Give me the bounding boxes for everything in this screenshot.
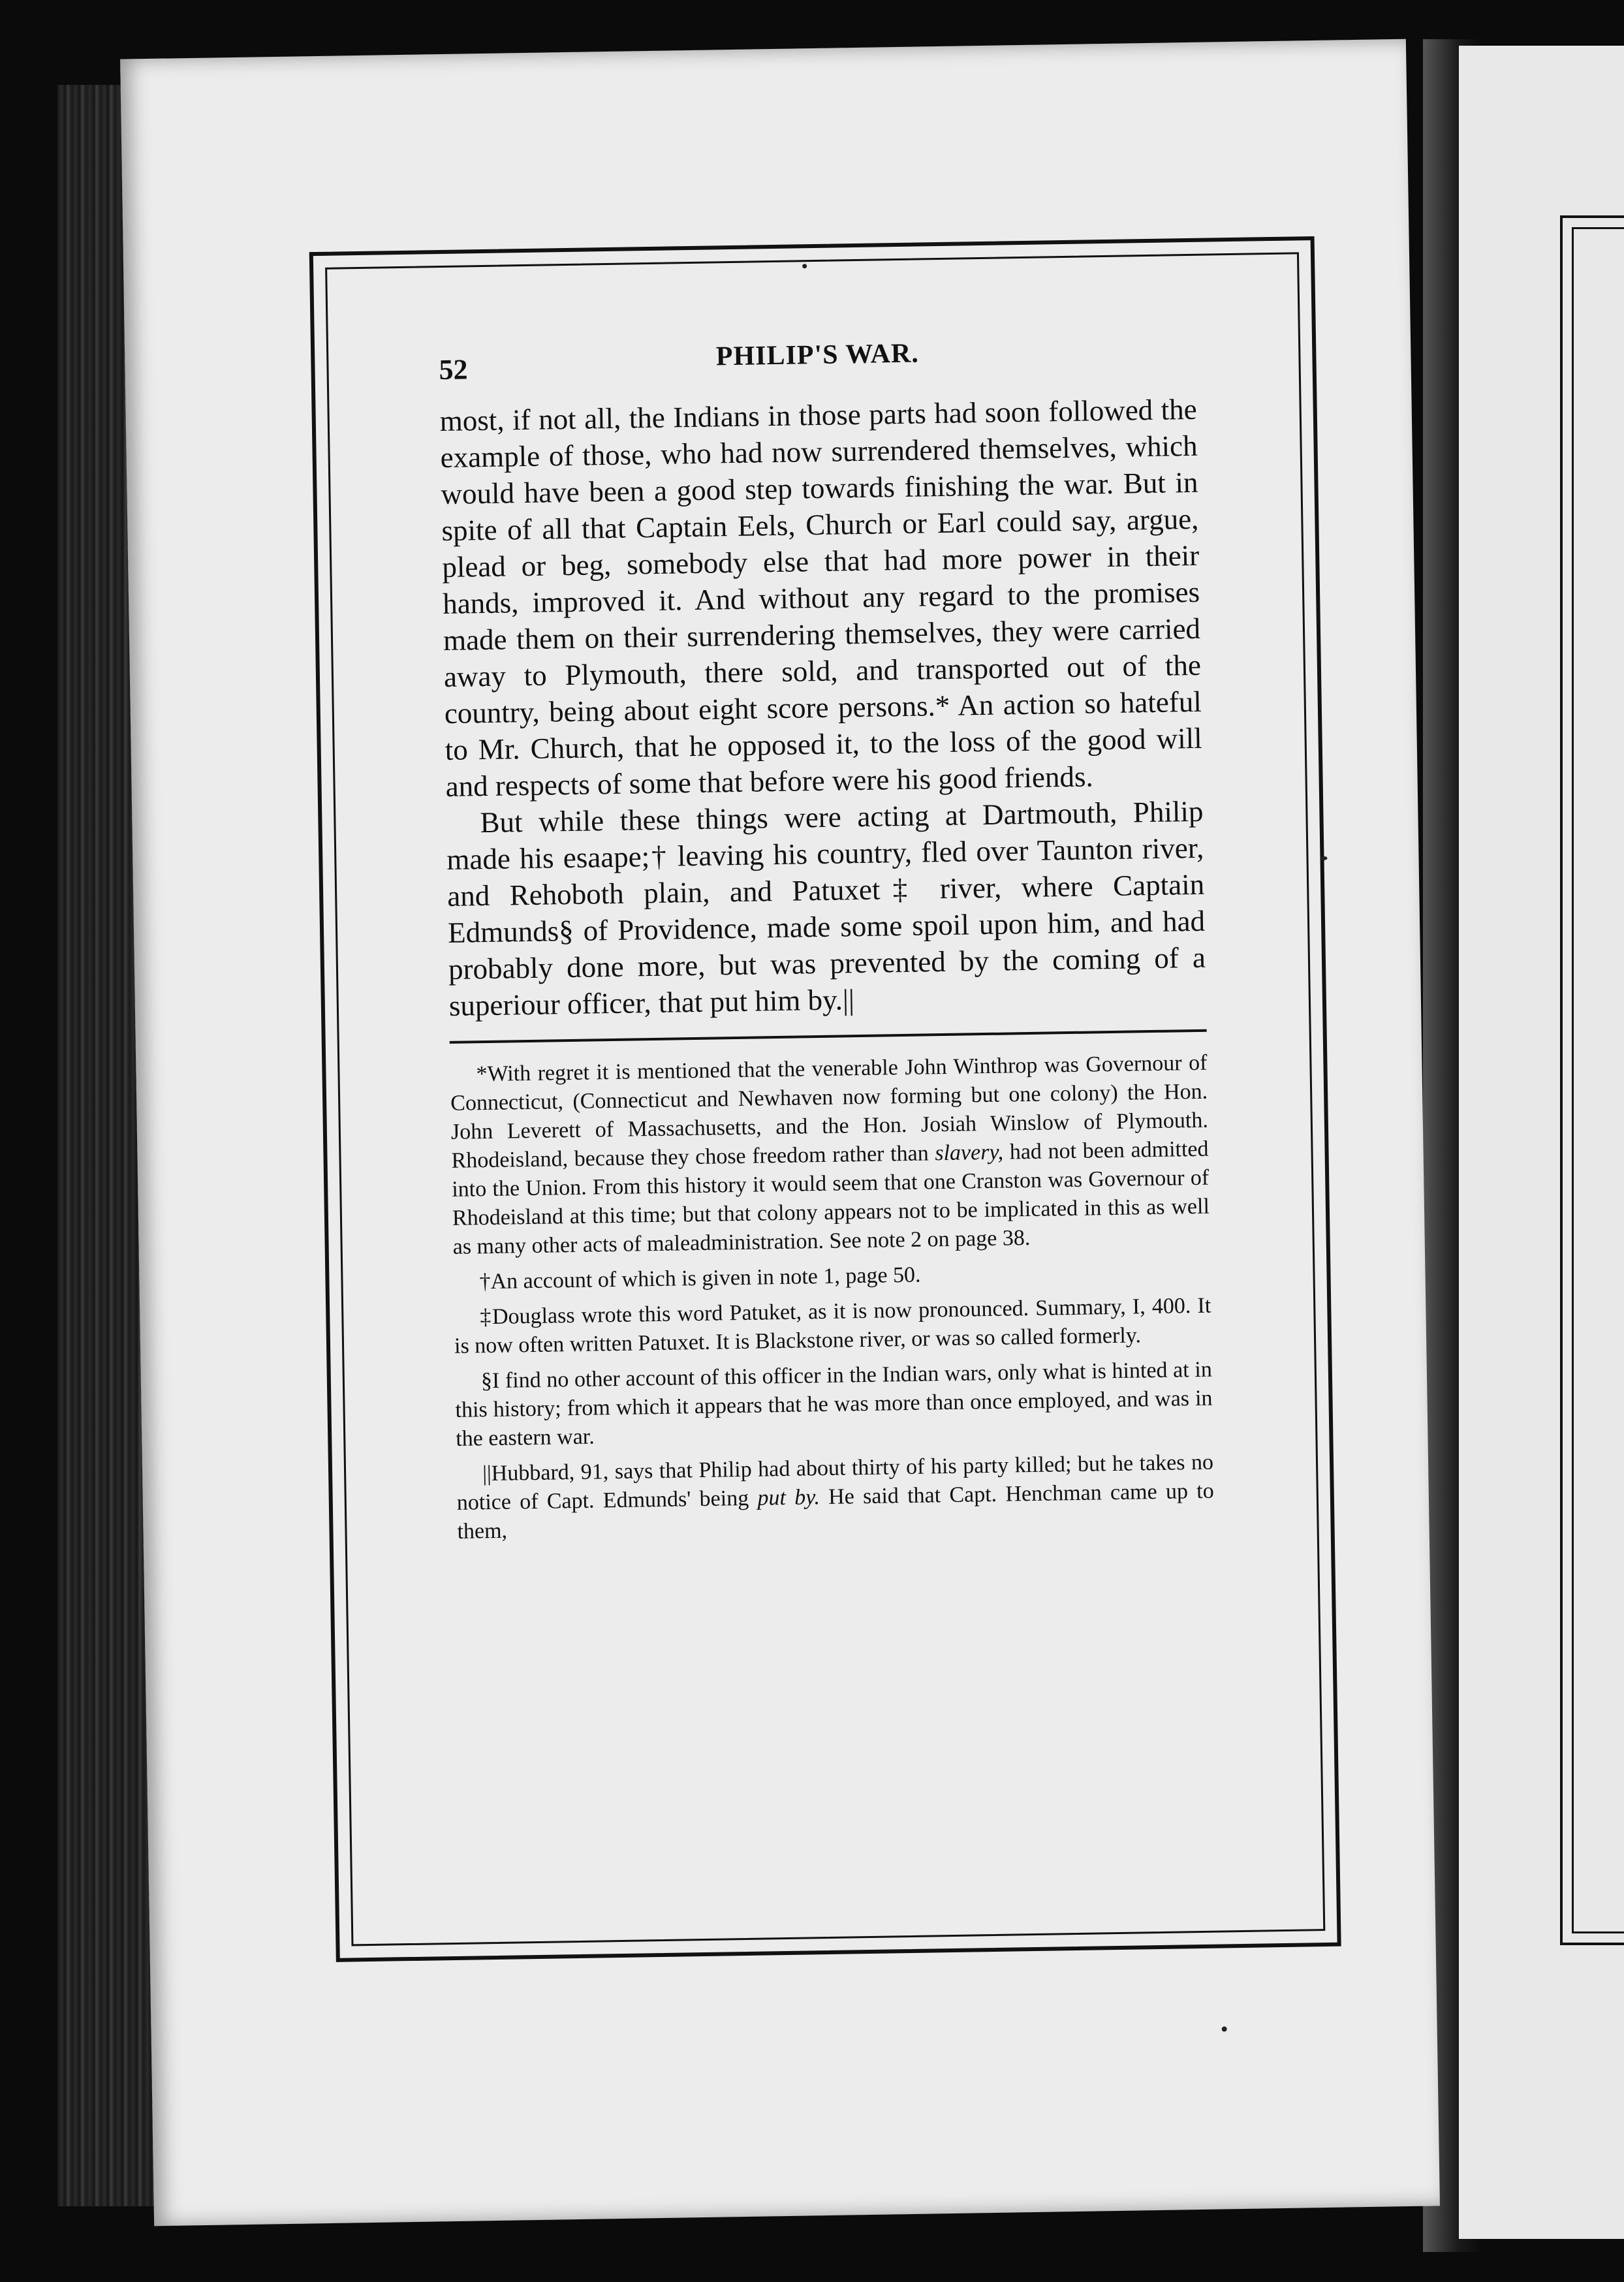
body-paragraph-2: But while these things were acting at Dartmouth, Philip made his esaape;† leaving his country, fled over Taunton river, and Rehoboth plain, and Patuxet‡ river, where Captain Edmunds§ of Providence, made some spoil upon him, and had probably done more, but was prevented by the coming of a superiour officer, that put him by.|| [446, 794, 1206, 1022]
footnote-1-emphasis: slavery, [935, 1140, 1004, 1166]
footnote-1-text-a: *With regret it is mentioned that the venerable John Winthrop was Governour of Connecticut, (Connecticut and Newhaven now forming but one colony) the Hon. John Leverett of Massachusetts, and the Hon. Josiah Winslow of Plymouth. Rhodeisland, because they chose freedom rather than [450, 1050, 1209, 1173]
main-text [439, 391, 1206, 1024]
book-page [120, 39, 1440, 2227]
footnote-5-text-a: ||Hubbard, 91, says that Philip had about thirty of his party killed; but he takes no notice of Capt. Edmunds' being [456, 1450, 1214, 1515]
page-border-outer [309, 236, 1341, 1962]
footnote-1 [450, 1049, 1210, 1262]
footnote-rule [450, 1029, 1207, 1044]
scan-speck [1222, 2026, 1227, 2031]
running-title: PHILIP'S WAR. [715, 338, 920, 372]
footnote-5-emphasis: put by. [757, 1485, 820, 1510]
footnote-5-text-b: He said that Capt. Henchman came up to them, [457, 1478, 1214, 1544]
body-paragraph-1: most, if not all, the Indians in those parts had soon followed the example of those, who had now surrendered themselves, which would have been a good step towards finishing the war. But in spite of all that Captain Eels, Church or Earl could say, argue, plead or beg, somebody else that had more power in their hands, improved it. And without any regard to the promises made them on their surrendering themselves, they were carried away to Plymouth, there sold, and transported out of the country, being about eight score persons.* An action so hateful to Mr. Church, that he opposed it, to the loss of the good will and respects of some that before were his good friends. [439, 392, 1202, 803]
scan-speck [1320, 856, 1327, 860]
footnote-1-text-b: had not been admitted into the Union. From this history it would seem that one Cranston was Governour of Rhodeisland at this time; but that colony appears not to be implicated in this as well as many other acts of maleadministration. See note 2 on page 38. [452, 1136, 1210, 1259]
footnote-4: §I find no other account of this officer in the Indian wars, only what is hinted at in this history; from which it appears that he was more than once employed, and was in the eastern war. [455, 1357, 1213, 1451]
footnote-2: †An account of which is given in note 1, page 50. [479, 1262, 921, 1294]
facing-page-border [1560, 215, 1624, 1945]
page-content [439, 334, 1215, 1553]
footnote-3: ‡Douglass wrote this word Patuket, as it is now pronounced. Summary, I, 400. It is now often written Patuxet. It is Blackstone river, or was so called formerly. [454, 1293, 1211, 1358]
footnote-5 [456, 1448, 1215, 1546]
page-number: 52 [439, 353, 468, 386]
scan-speck [802, 264, 807, 268]
footnotes [450, 1049, 1215, 1546]
